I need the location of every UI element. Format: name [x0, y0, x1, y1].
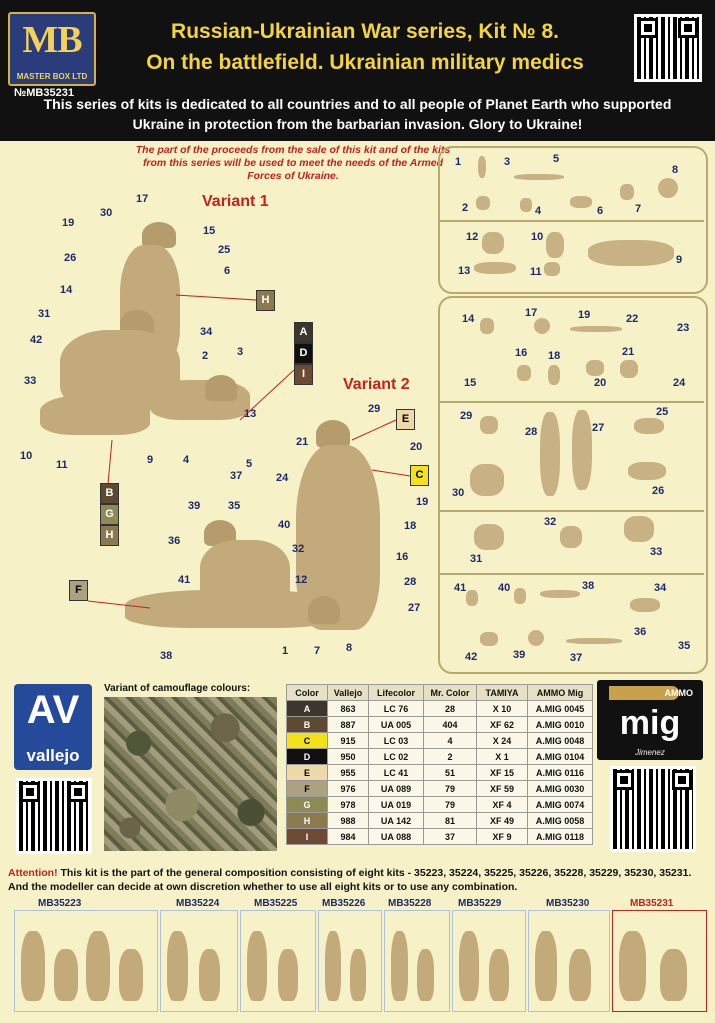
sprue-part — [570, 196, 592, 208]
column-header: Color — [287, 685, 328, 701]
part-number: 5 — [246, 458, 253, 470]
part-number: 27 — [408, 602, 421, 614]
lifecolor-cell: UA 088 — [369, 829, 424, 845]
sprue-part — [634, 418, 664, 434]
part-number: 4 — [183, 454, 190, 466]
part-number: 21 — [296, 436, 309, 448]
variant2-label: Variant 2 — [343, 376, 410, 393]
kit-thumbnail[interactable] — [160, 910, 238, 1012]
sprue-part — [572, 410, 592, 490]
sprue-number: 20 — [594, 377, 607, 389]
ammo-cell: A.MIG 0030 — [528, 781, 593, 797]
sprue-number: 10 — [531, 231, 544, 243]
vallejo-cell: 863 — [328, 701, 369, 717]
table-row — [287, 717, 593, 733]
kit-figure — [199, 949, 220, 1001]
sprue-part — [478, 156, 486, 178]
color-tag-g: G — [100, 504, 119, 525]
column-header: Mr. Color — [424, 685, 477, 701]
sprue-number: 38 — [582, 580, 595, 592]
part-number: 31 — [38, 308, 51, 320]
part-number: 2 — [202, 350, 209, 362]
sprue-number: 33 — [650, 546, 663, 558]
mrcolor-cell: 79 — [424, 781, 477, 797]
sprue-number: 13 — [458, 265, 471, 277]
vallejo-cell: 955 — [328, 765, 369, 781]
variant1-label: Variant 1 — [202, 193, 269, 210]
part-number: 35 — [228, 500, 241, 512]
tamiya-cell: X 24 — [477, 733, 528, 749]
part-number: 1 — [282, 645, 289, 657]
tamiya-cell: XF 59 — [477, 781, 528, 797]
table-row — [287, 701, 593, 717]
part-number: 17 — [136, 193, 149, 205]
color-swatch-cell: G — [287, 797, 328, 813]
part-number: 30 — [100, 207, 113, 219]
part-number: 26 — [64, 252, 77, 264]
ammo-brand: AMMO — [664, 688, 693, 698]
kit-thumbnail[interactable] — [240, 910, 316, 1012]
sprue-number: 6 — [597, 205, 604, 217]
sprue-part — [620, 184, 634, 200]
vallejo-cell: 976 — [328, 781, 369, 797]
sprue-number: 31 — [470, 553, 483, 565]
sprue-part — [628, 462, 666, 480]
sprue-part — [480, 318, 494, 334]
part-number: 24 — [276, 472, 289, 484]
sprue-number: 30 — [452, 487, 465, 499]
part-number: 3 — [237, 346, 244, 358]
tamiya-cell: X 10 — [477, 701, 528, 717]
color-table — [286, 684, 593, 845]
part-number: 12 — [295, 574, 308, 586]
vallejo-cell: 915 — [328, 733, 369, 749]
ammo-cell: A.MIG 0048 — [528, 733, 593, 749]
sprue-part — [470, 464, 504, 496]
part-number: 15 — [203, 225, 216, 237]
color-swatch-cell: I — [287, 829, 328, 845]
sprue-number: 14 — [462, 313, 475, 325]
kit-figure — [350, 949, 366, 1001]
part-number: 19 — [62, 217, 75, 229]
attention-label: Attention! — [8, 867, 58, 879]
sprue-divider — [438, 220, 704, 222]
color-tag-f: F — [69, 580, 88, 601]
sprue-divider — [438, 401, 704, 403]
color-tag-b: B — [100, 483, 119, 504]
ammo-cell: A.MIG 0010 — [528, 717, 593, 733]
attention-note — [8, 866, 708, 894]
logo-subtext: MASTER BOX LTD — [16, 72, 88, 81]
color-swatch-cell: E — [287, 765, 328, 781]
sprue-part — [586, 360, 604, 376]
kit-label: MB35229 — [458, 898, 502, 909]
attention-text: This kit is the part of the general composition consisting of eight kits - 35223, 35224, 35225, 35226, 35228, 35229, 35230, 35231. And the modeller can decide at own discretion whether to use all eight kits or to use any combination. — [8, 867, 692, 893]
sprue-part — [514, 174, 564, 180]
table-row — [287, 765, 593, 781]
part-number: 38 — [160, 650, 173, 662]
color-swatch-cell: F — [287, 781, 328, 797]
part-number: 11 — [56, 459, 68, 471]
mrcolor-cell: 2 — [424, 749, 477, 765]
mrcolor-cell: 37 — [424, 829, 477, 845]
sprue-divider — [438, 573, 704, 575]
color-tag-i: I — [294, 364, 313, 385]
sprue-number: 23 — [677, 322, 690, 334]
sprue-part — [474, 524, 504, 550]
sprue-number: 37 — [570, 652, 583, 664]
sprue-part — [480, 632, 498, 646]
color-tag-d: D — [294, 343, 313, 364]
ammo-mig-logo[interactable] — [597, 680, 703, 760]
mrcolor-cell: 79 — [424, 797, 477, 813]
kit-label: MB35231 — [630, 898, 674, 909]
sprue-number: 32 — [544, 516, 557, 528]
sprue-number: 16 — [515, 347, 528, 359]
kit-label: MB35223 — [38, 898, 82, 909]
color-swatch-cell: C — [287, 733, 328, 749]
sprue-number: 17 — [525, 307, 538, 319]
color-tag-a: A — [294, 322, 313, 343]
sprue-part — [540, 412, 560, 496]
table-header-row — [287, 685, 593, 701]
part-number: 33 — [24, 375, 37, 387]
sprue-part — [588, 240, 674, 266]
sprue-part — [517, 365, 531, 381]
part-number: 39 — [188, 500, 201, 512]
lifecolor-cell: UA 019 — [369, 797, 424, 813]
sprue-number: 22 — [626, 313, 639, 325]
sprue-number: 7 — [635, 203, 642, 215]
kit-figure — [569, 949, 591, 1001]
sprue-number: 5 — [553, 153, 560, 165]
kit-thumbnail[interactable] — [318, 910, 382, 1012]
sprue-divider — [438, 510, 704, 512]
sprue-number: 11 — [530, 266, 542, 278]
kit-figure — [459, 931, 479, 1001]
sprue-part — [560, 526, 582, 548]
sprue-part — [630, 598, 660, 612]
table-row — [287, 829, 593, 845]
sprue-part — [546, 232, 564, 258]
part-number: 14 — [60, 284, 73, 296]
table-row — [287, 733, 593, 749]
sprue-number: 18 — [548, 350, 561, 362]
sprue-number: 42 — [465, 651, 478, 663]
kit-label: MB35224 — [176, 898, 220, 909]
part-number: 20 — [410, 441, 423, 453]
ammo-cell: A.MIG 0045 — [528, 701, 593, 717]
kit-thumbnail[interactable] — [14, 910, 158, 1012]
table-row — [287, 797, 593, 813]
sprue-part — [514, 588, 526, 604]
color-swatch-cell: A — [287, 701, 328, 717]
sprue-number: 35 — [678, 640, 691, 652]
ammo-cell: A.MIG 0116 — [528, 765, 593, 781]
page-title-line1: Russian-Ukrainian War series, Kit № 8. — [171, 20, 559, 43]
part-number: 8 — [346, 642, 353, 654]
tamiya-cell: XF 15 — [477, 765, 528, 781]
sprue-number: 27 — [592, 422, 605, 434]
tamiya-cell: XF 62 — [477, 717, 528, 733]
mrcolor-cell: 4 — [424, 733, 477, 749]
sprue-part — [624, 516, 654, 542]
part-number: 13 — [244, 408, 257, 420]
sprue-number: 8 — [672, 164, 679, 176]
color-swatch-cell: D — [287, 749, 328, 765]
kit-thumbnail[interactable] — [528, 910, 610, 1012]
ammo-cell: A.MIG 0104 — [528, 749, 593, 765]
lifecolor-cell: LC 02 — [369, 749, 424, 765]
ammo-cell: A.MIG 0074 — [528, 797, 593, 813]
part-number: 34 — [200, 326, 213, 338]
kit-figure — [325, 931, 341, 1001]
kit-figure — [619, 931, 646, 1001]
tamiya-cell: XF 4 — [477, 797, 528, 813]
kit-label: MB35225 — [254, 898, 298, 909]
ammo-cell: A.MIG 0118 — [528, 829, 593, 845]
vallejo-name: vallejo — [26, 746, 80, 765]
sprue-number: 3 — [504, 156, 511, 168]
part-number: 41 — [178, 574, 191, 586]
kit-figure — [21, 931, 45, 1001]
kit-label: MB35226 — [322, 898, 366, 909]
kit-figure — [86, 931, 110, 1001]
sprue-number: 29 — [460, 410, 473, 422]
sprue-number: 12 — [466, 231, 479, 243]
color-tag-h: H — [256, 290, 275, 311]
sprue-part — [482, 232, 504, 254]
column-header: AMMO Mig — [528, 685, 593, 701]
sprue-part — [476, 196, 490, 210]
table-row — [287, 813, 593, 829]
color-tag-c: C — [410, 465, 429, 486]
part-number: 42 — [30, 334, 43, 346]
lifecolor-cell: UA 005 — [369, 717, 424, 733]
tamiya-cell: XF 9 — [477, 829, 528, 845]
mrcolor-cell: 51 — [424, 765, 477, 781]
sprue-part — [548, 365, 560, 385]
sprue-number: 25 — [656, 406, 669, 418]
sprue-number: 28 — [525, 426, 538, 438]
lifecolor-cell: LC 41 — [369, 765, 424, 781]
sprue-number: 21 — [622, 346, 635, 358]
sprue-part — [466, 590, 478, 606]
table-row — [287, 781, 593, 797]
color-swatch-cell: H — [287, 813, 328, 829]
sprue-number: 4 — [535, 205, 542, 217]
sprue-part — [544, 262, 560, 276]
kit-label: MB35230 — [546, 898, 590, 909]
sprue-number: 34 — [654, 582, 667, 594]
vallejo-cell: 988 — [328, 813, 369, 829]
sprue-part — [534, 318, 550, 334]
mig-sub: Jimenez — [635, 748, 665, 757]
sprue-number: 26 — [652, 485, 665, 497]
sprue-part — [540, 590, 580, 598]
kit-number: №MB35231 — [14, 87, 74, 99]
sprue-part — [658, 178, 678, 198]
part-number: 16 — [396, 551, 409, 563]
kit-figure — [119, 949, 143, 1001]
mrcolor-cell: 28 — [424, 701, 477, 717]
kit-label: MB35228 — [388, 898, 432, 909]
kit-figure — [247, 931, 267, 1001]
sprue-number: 24 — [673, 377, 686, 389]
part-number: 7 — [314, 645, 321, 657]
camouflage-swatch — [104, 697, 277, 851]
part-number: 37 — [230, 470, 243, 482]
column-header: Vallejo — [328, 685, 369, 701]
mrcolor-cell: 81 — [424, 813, 477, 829]
color-tag-h2: H — [100, 525, 119, 546]
part-number: 29 — [368, 403, 381, 415]
dedication-text: This series of kits is dedicated to all countries and to all people of Planet Earth who supported Ukraine in protection from the barbarian invasion. Glory to Ukraine! — [43, 96, 672, 132]
sprue-number: 9 — [676, 254, 683, 266]
sprue-part — [528, 630, 544, 646]
part-number: 25 — [218, 244, 231, 256]
sprue-number: 40 — [498, 582, 511, 594]
kit-figure — [391, 931, 408, 1001]
mig-name: mig — [619, 704, 681, 742]
part-number: 19 — [416, 496, 429, 508]
kit-figure — [660, 949, 687, 1001]
vallejo-logo[interactable] — [14, 684, 92, 770]
vallejo-cell: 984 — [328, 829, 369, 845]
sprue-part — [520, 198, 532, 212]
camo-label: Variant of camouflage colours: — [104, 683, 251, 694]
kit-figure — [489, 949, 509, 1001]
tamiya-cell: X 1 — [477, 749, 528, 765]
lifecolor-cell: UA 142 — [369, 813, 424, 829]
qr-code-vallejo[interactable] — [16, 778, 92, 854]
part-number: 40 — [278, 519, 291, 531]
kit-figure — [278, 949, 298, 1001]
sprue-part — [566, 638, 622, 644]
ammo-cell: A.MIG 0058 — [528, 813, 593, 829]
sprue-part — [570, 326, 622, 332]
av-icon: AV — [26, 688, 80, 732]
sprue-number: 19 — [578, 309, 591, 321]
kit-figure — [417, 949, 434, 1001]
logo-text: MB — [22, 19, 82, 61]
sprue-part — [620, 360, 638, 378]
kit-figure — [535, 931, 557, 1001]
part-number: 18 — [404, 520, 417, 532]
sprue-number: 2 — [462, 202, 469, 214]
kit-thumbnail[interactable] — [452, 910, 526, 1012]
tamiya-cell: XF 49 — [477, 813, 528, 829]
color-swatch-cell: B — [287, 717, 328, 733]
vallejo-cell: 978 — [328, 797, 369, 813]
qr-code-ammo[interactable] — [610, 766, 696, 852]
sprue-number: 15 — [464, 377, 477, 389]
lifecolor-cell: LC 03 — [369, 733, 424, 749]
page-title-line2: On the battlefield. Ukrainian military medics — [146, 51, 584, 74]
lifecolor-cell: UA 089 — [369, 781, 424, 797]
sprue-number: 36 — [634, 626, 647, 638]
kit-figure — [167, 931, 188, 1001]
proceeds-note: The part of the proceeds from the sale of this kit and of the kits from this series will be used to meet the needs of the Armed Forces of Ukraine. — [135, 144, 451, 182]
sprue-part — [480, 416, 498, 434]
part-number: 10 — [20, 450, 33, 462]
sprue-number: 39 — [513, 649, 526, 661]
part-number: 36 — [168, 535, 181, 547]
column-header: Lifecolor — [369, 685, 424, 701]
sprue-part — [474, 262, 516, 274]
kit-figure — [54, 949, 78, 1001]
sprue-number: 1 — [455, 156, 462, 168]
part-number: 6 — [224, 265, 231, 277]
part-number: 9 — [147, 454, 154, 466]
column-header: TAMIYA — [477, 685, 528, 701]
part-number: 28 — [404, 576, 417, 588]
vallejo-cell: 887 — [328, 717, 369, 733]
table-row — [287, 749, 593, 765]
color-tag-e: E — [396, 409, 415, 430]
kit-thumbnail[interactable] — [612, 910, 707, 1012]
kit-thumbnail[interactable] — [384, 910, 450, 1012]
sprue-number: 41 — [454, 582, 467, 594]
mrcolor-cell: 404 — [424, 717, 477, 733]
vallejo-cell: 950 — [328, 749, 369, 765]
lifecolor-cell: LC 76 — [369, 701, 424, 717]
part-number: 32 — [292, 543, 305, 555]
